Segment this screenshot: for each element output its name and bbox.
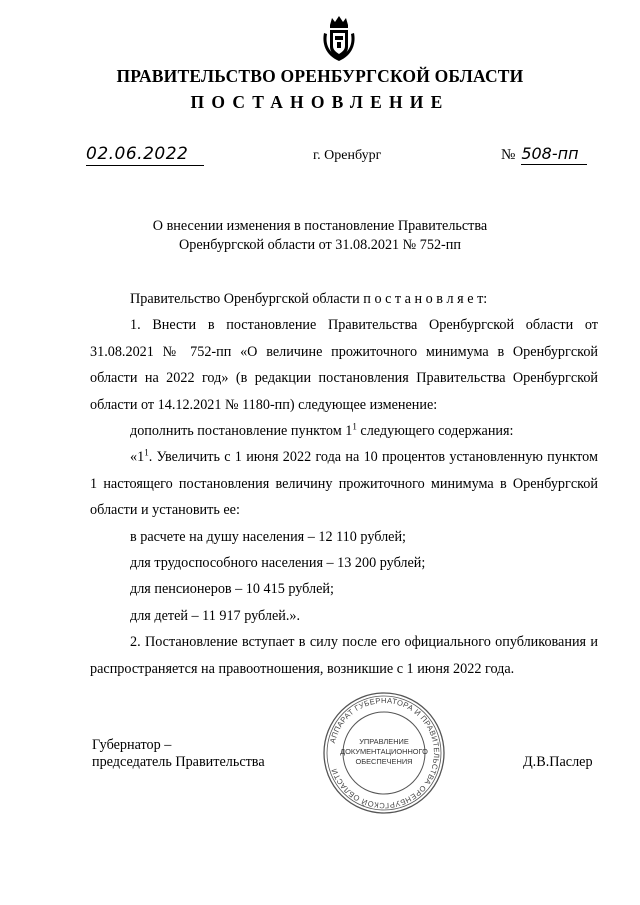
seal-center-line: ДОКУМЕНТАЦИОННОГО [340, 747, 428, 756]
signatory-name: Д.В.Паслер [523, 754, 593, 770]
document-body [90, 286, 598, 682]
item-1-addition [90, 418, 598, 444]
clause-1-1 [90, 444, 598, 523]
official-seal-stamp [321, 690, 447, 816]
preamble: Правительство Оренбургской области п о с т а н о в л я е т: [130, 291, 488, 307]
document-number: 508-пп [521, 144, 587, 165]
number-sign: № [501, 147, 516, 163]
subject-line: О внесении изменения в постановление Правительства [152, 218, 488, 234]
working-age-value: для трудоспособного населения – 13 200 рублей; [130, 555, 426, 572]
seal-ring-text: АППАРАТ ГУБЕРНАТОРА И ПРАВИТЕЛЬСТВА ОРЕНБУРГСКОЙ ОБЛАСТИ [328, 695, 442, 811]
subject-line: Оренбургской области от 31.08.2021 № 752-пп [179, 237, 461, 253]
seal-center-line: УПРАВЛЕНИЕ [359, 737, 409, 746]
government-title: ПРАВИТЕЛЬСТВО ОРЕНБУРГСКОЙ ОБЛАСТИ [116, 66, 524, 86]
document-type-title: ПОСТАНОВЛЕНИЕ [190, 92, 450, 112]
superscript: 1 [144, 447, 149, 458]
item-1-addition-text-end: следующего содержания: [356, 423, 514, 440]
children-value: для детей – 11 917 рублей.». [130, 607, 301, 624]
document-date: 02.06.2022 [86, 144, 204, 166]
pensioners-value: для пенсионеров – 10 415 рублей; [130, 581, 334, 598]
document-subject [0, 217, 640, 255]
clause-open: «1 [130, 449, 145, 466]
item-1: 1. Внести в постановление Правительства Оренбургской области от 31.08.2021 № 752-пп «О величине прожиточного минимума в Оренбургской области на 2022 год» (в редакции постановления Правительства Оренбургской области от 14.12.2021 № 1180-пп) следующее изменение: [90, 317, 598, 413]
seal-center-line: ОБЕСПЕЧЕНИЯ [355, 757, 413, 766]
position-line: председатель Правительства [92, 754, 265, 770]
position-line: Губернатор – [92, 737, 172, 753]
orenburg-coat-of-arms-icon [321, 15, 357, 63]
item-2: 2. Постановление вступает в силу после его официального опубликования и распространяется на правоотношения, возникшие с 1 июня 2022 года. [90, 634, 598, 677]
item-1-addition-text: дополнить постановление пунктом 1 [130, 423, 353, 440]
superscript: 1 [352, 421, 357, 432]
document-number-block [501, 144, 587, 165]
signatory-position [92, 737, 265, 771]
document-city: г. Оренбург [313, 148, 382, 163]
per-capita-value: в расчете на душу населения – 12 110 рублей; [130, 528, 406, 545]
clause-text: . Увеличить с 1 июня 2022 года на 10 процентов установленную пунктом 1 настоящего постановления величину прожиточного минимума в Оренбургской области и установить ее: [90, 449, 598, 519]
